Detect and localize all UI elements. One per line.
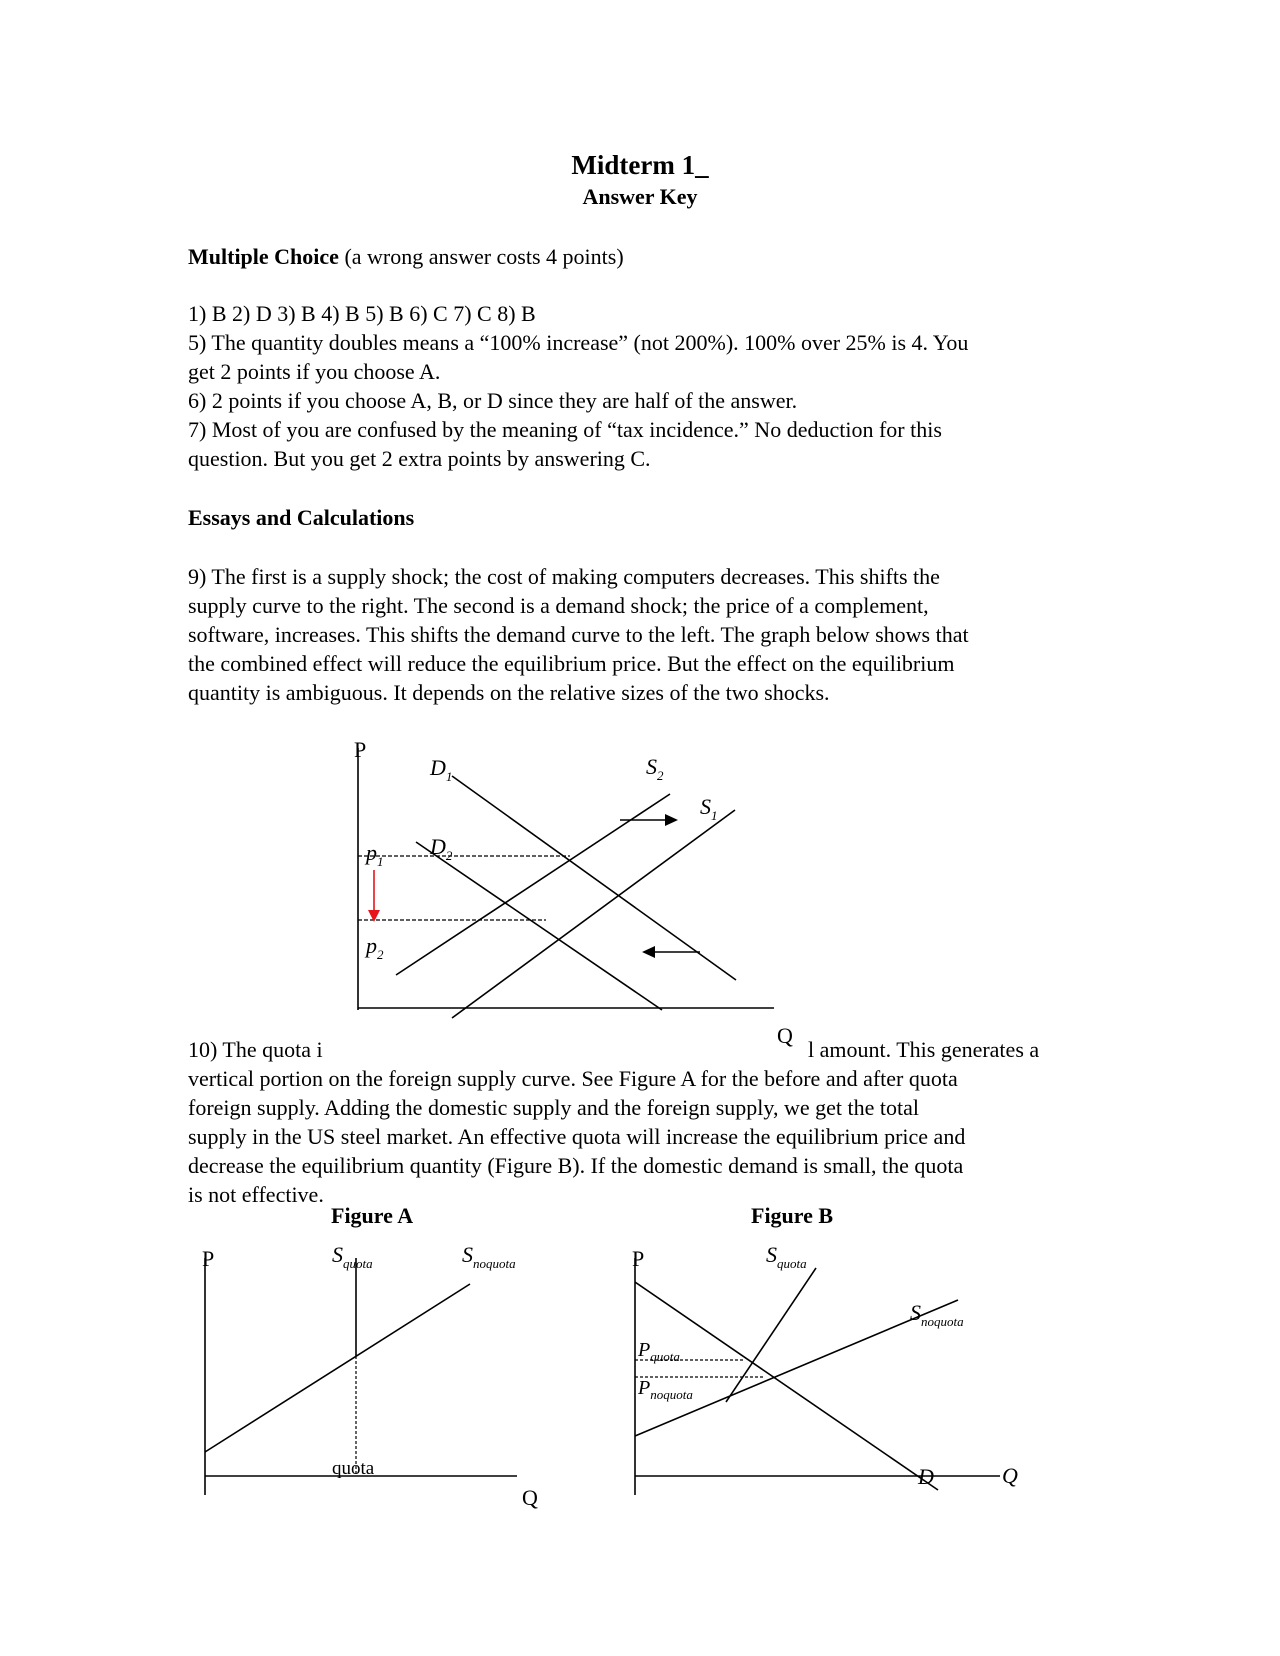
figure-b-graph xyxy=(620,1240,1040,1520)
q10-first-right: l amount. This generates a xyxy=(808,1037,1040,1062)
q10-line: supply in the US steel market. An effective quota will increase the equilibrium price and xyxy=(188,1124,966,1149)
fig-b-demand-label: D xyxy=(918,1464,934,1489)
fig-a-s-noquota-label: $S_{noquota}$ xyxy=(462,1242,516,1271)
shock-graph xyxy=(340,730,793,1048)
figure-b-title: Figure B xyxy=(751,1203,834,1228)
multiple-choice-note: (a wrong answer costs 4 points) xyxy=(338,244,624,269)
graph-cover xyxy=(340,730,780,1040)
multiple-choice-heading-line xyxy=(188,242,1088,271)
multiple-choice-heading: Multiple Choice xyxy=(188,244,339,269)
q10-first-left: 10) The quota i xyxy=(188,1037,323,1062)
fig-b-p-axis-label: P xyxy=(632,1246,645,1271)
explanation-line: get 2 points if you choose A. xyxy=(188,359,441,384)
d2-label: $D_2$ xyxy=(430,834,453,863)
multiple-choice-block xyxy=(188,299,1088,473)
q9-line: 9) The first is a supply shock; the cost of making computers decreases. This shifts the xyxy=(188,564,940,589)
fig-b-s-quota-label: $S_{quota}$ xyxy=(766,1242,807,1271)
fig-b-s-noquota-label: $S_{noquota}$ xyxy=(910,1300,964,1329)
page-subtitle: Answer Key xyxy=(582,184,698,209)
s2-label: $S_2$ xyxy=(646,754,664,783)
figure-a-title: Figure A xyxy=(331,1203,414,1228)
s-quota-line xyxy=(726,1268,816,1402)
figure-a-graph xyxy=(190,1240,550,1520)
essays-heading-line xyxy=(188,503,1088,532)
fig-a-p-axis-label: P xyxy=(202,1246,215,1271)
q9-line: the combined effect will reduce the equilibrium price. But the effect on the equilibrium xyxy=(188,651,955,676)
q10-line: vertical portion on the foreign supply curve. See Figure A for the before and after quota xyxy=(188,1066,958,1091)
p1-label: $p_1$ xyxy=(366,840,384,869)
fig-a-q-axis-label: Q xyxy=(522,1485,538,1510)
page-title: Midterm 1_ xyxy=(571,150,709,180)
fig-b-p-quota-label: $P_{quota}$ xyxy=(638,1339,680,1364)
q9-line: software, increases. This shifts the demand curve to the left. The graph below shows that xyxy=(188,622,969,647)
question-9 xyxy=(188,562,1088,707)
fig-b-q-axis-label: Q xyxy=(1002,1463,1018,1488)
p2-label: $p_2$ xyxy=(366,933,384,962)
explanation-line: 6) 2 points if you choose A, B, or D since they are half of the answer. xyxy=(188,388,798,413)
q10-line: decrease the equilibrium quantity (Figure B). If the domestic demand is small, the quota xyxy=(188,1153,964,1178)
q9-line: quantity is ambiguous. It depends on the relative sizes of the two shocks. xyxy=(188,680,830,705)
fig-a-quota-label: quota xyxy=(332,1458,375,1479)
fig-b-p-noquota-label: $P_{noquota}$ xyxy=(638,1377,693,1402)
q9-line: supply curve to the right. The second is a demand shock; the price of a complement, xyxy=(188,593,929,618)
explanation-line: question. But you get 2 extra points by answering C. xyxy=(188,446,651,471)
s1-label: $S_1$ xyxy=(700,794,718,823)
essays-heading: Essays and Calculations xyxy=(188,505,415,530)
d1-label: $D_1$ xyxy=(430,755,453,784)
answers-line: 1) B 2) D 3) B 4) B 5) B 6) C 7) C 8) B xyxy=(188,301,536,326)
p-axis-label: P xyxy=(354,737,367,762)
question-10 xyxy=(188,1064,1088,1209)
s-noquota-line xyxy=(205,1284,470,1452)
explanation-line: 7) Most of you are confused by the meaning of “tax incidence.” No deduction for this xyxy=(188,417,942,442)
q-axis-label: Q xyxy=(777,1023,793,1048)
q10-line: foreign supply. Adding the domestic supply and the foreign supply, we get the total xyxy=(188,1095,919,1120)
q10-line: is not effective. xyxy=(188,1182,324,1207)
explanation-line: 5) The quantity doubles means a “100% increase” (not 200%). 100% over 25% is 4. You xyxy=(188,330,969,355)
fig-a-s-quota-label: $S_{quota}$ xyxy=(332,1242,373,1271)
